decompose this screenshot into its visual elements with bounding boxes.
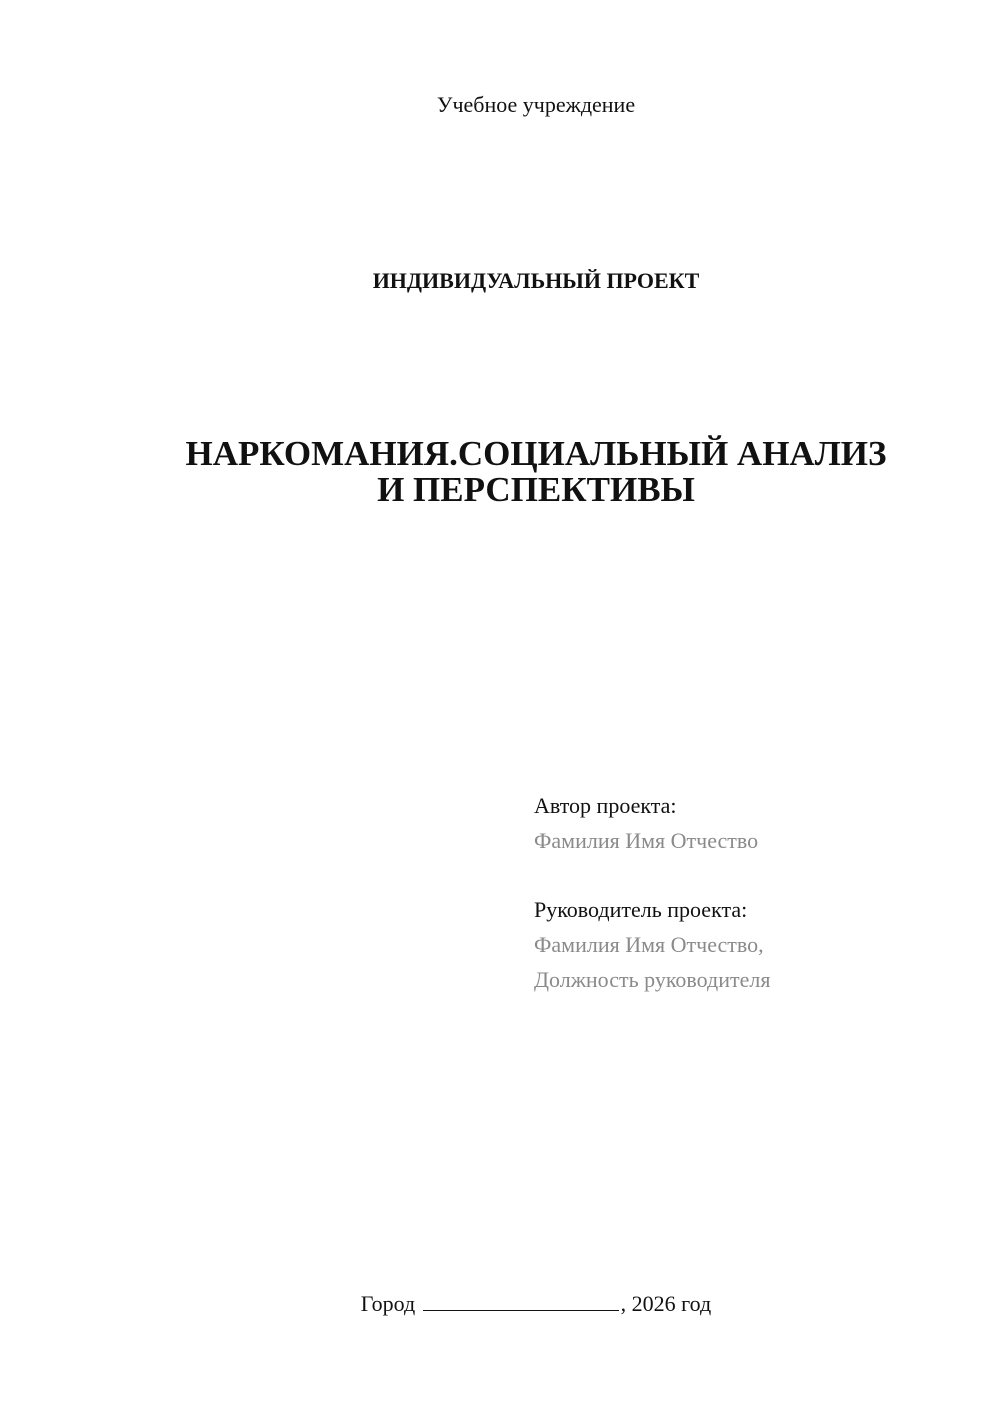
supervisor-label: Руководитель проекта: xyxy=(534,897,748,922)
year-text: , 2026 год xyxy=(620,1291,712,1316)
title-line-2: И ПЕРСПЕКТИВЫ xyxy=(377,470,695,509)
author-name: Фамилия Имя Отчество xyxy=(534,828,759,853)
supervisor-name: Фамилия Имя Отчество, xyxy=(534,932,764,957)
city-blank-underline xyxy=(423,1290,619,1311)
author-label: Автор проекта: xyxy=(534,793,677,818)
signature-spacer xyxy=(534,858,964,892)
signature-block xyxy=(534,788,964,997)
city-label: Город xyxy=(360,1291,416,1316)
institution-name: Учебное учреждение xyxy=(436,92,636,117)
city-year-line xyxy=(0,1290,1000,1317)
supervisor-position: Должность руководителя xyxy=(534,967,771,992)
document-title xyxy=(0,436,1000,508)
project-type-heading: ИНДИВИДУАЛЬНЫЙ ПРОЕКТ xyxy=(372,268,700,293)
title-line-1: НАРКОМАНИЯ.СОЦИАЛЬНЫЙ АНАЛИЗ xyxy=(185,434,887,473)
